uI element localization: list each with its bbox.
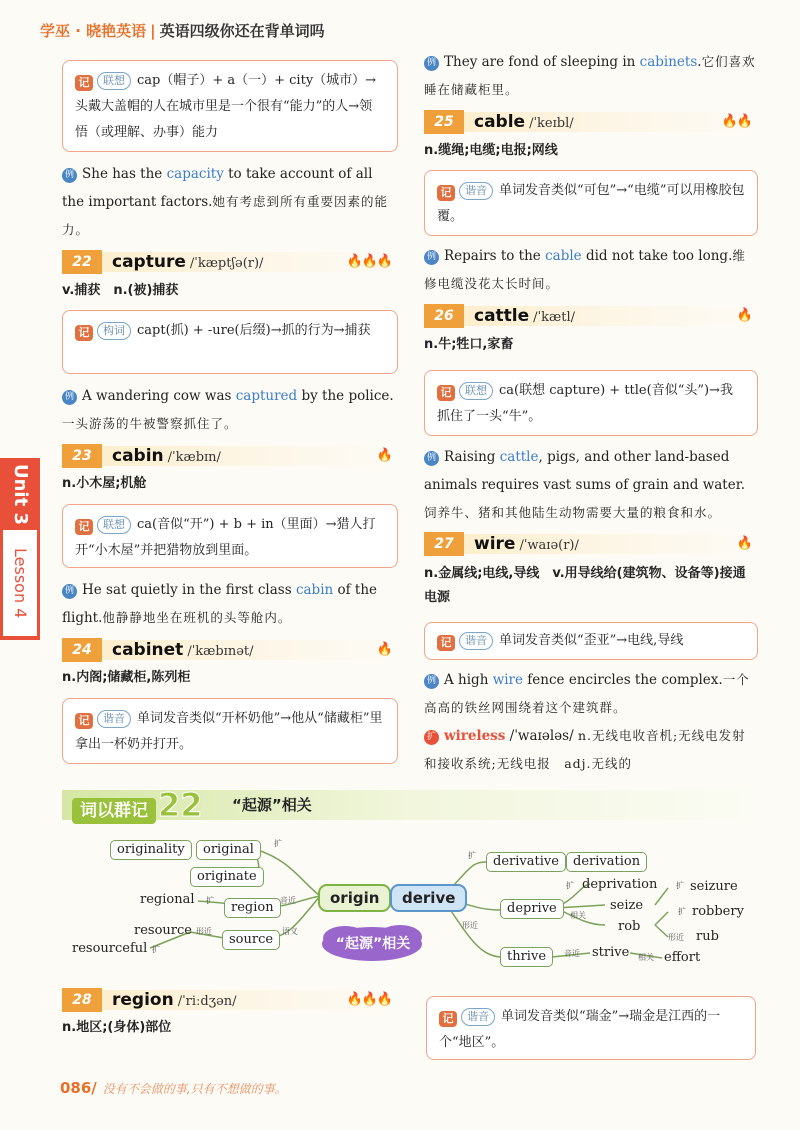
label-extension: 扩: [152, 945, 160, 954]
memory-icon: 记: [75, 325, 93, 341]
mindmap-center-label: “起源”相关: [335, 936, 411, 952]
headword: cabin: [112, 446, 164, 466]
node-derivative: derivative: [486, 852, 566, 872]
frequency-flame-icon: 🔥🔥🔥: [346, 992, 392, 1007]
headword: region: [112, 990, 174, 1010]
frequency-flame-icon: 🔥: [736, 536, 752, 551]
label-extension: 扩: [566, 881, 574, 890]
headword: cabinet: [112, 640, 184, 660]
label-extension: 扩: [206, 896, 214, 905]
example-translation: 她有考虑到所有重要因素的能力。: [62, 194, 388, 237]
word-number: 22: [62, 250, 102, 274]
memory-text: cap（帽子）+ a（一）+ city（城市）→ 头戴大盖帽的人在城市里是一个很有“能力”的人→领悟（或理解、办事）能力: [75, 73, 377, 140]
node-resource: resource: [134, 923, 192, 938]
node-rub: rub: [696, 929, 719, 944]
word-heading-cable: 25 cable /ˈkeɪbl/ 🔥🔥: [424, 110, 758, 134]
cabinet-example: 例 They are fond of sleeping in cabinets.它们喜欢睡在储藏柜里。: [424, 54, 756, 97]
headword: wire: [474, 534, 516, 554]
wire-memory-box: 记 谐音 单词发音类似“歪亚”→电线,导线: [424, 622, 758, 660]
cabin-memory-box: 记 联想 ca(音似“开”) + b + in（里面）→猎人打开“小木屋”并把猎物放到里面。: [62, 504, 398, 568]
node-originate: originate: [190, 867, 264, 887]
node-deprive: deprive: [500, 899, 564, 919]
memory-icon: 记: [75, 519, 93, 535]
example-icon: 例: [424, 56, 439, 71]
cabinet-memory-box: 记 谐音 单词发音类似“开杯奶他”→他从“储藏柜”里拿出一杯奶并打开。: [62, 698, 398, 764]
headword: cattle: [474, 306, 530, 326]
node-thrive: thrive: [500, 947, 553, 967]
memory-icon: 记: [75, 713, 93, 729]
definition-capture: v.捕获 n.(被)捕获: [62, 283, 179, 298]
definition-wire: n.金属线;电线,导线 v.用导线给(建筑物、设备等)接通电源: [424, 566, 746, 605]
example-icon: 例: [62, 584, 77, 599]
node-derivation: derivation: [566, 852, 647, 872]
label-semantic: 语义: [282, 927, 298, 936]
memory-icon: 记: [437, 635, 455, 651]
label-extension: 扩: [678, 907, 686, 916]
node-rob: rob: [618, 919, 641, 934]
capacity-example: 例 She has the capacity to take account of all the important factors.她有考虑到所有重要因素的能力。: [62, 166, 388, 237]
cattle-example: 例 Raising cattle, pigs, and other land-based animals requires vast sums of grain and water.饲养牛、猪和其他陆生动物需要大量的粮食和水。: [424, 449, 745, 520]
word-heading-wire: 27 wire /ˈwaɪə(r)/ 🔥: [424, 532, 758, 556]
cattle-memory-box: 记 联想 ca(联想 capture) + ttle(音似“头”)→我抓住了一头“牛”。: [424, 370, 758, 436]
memory-icon: 记: [437, 185, 455, 201]
mindmap-badge: 词以群记 22: [72, 786, 203, 830]
node-originality: originality: [110, 840, 192, 860]
definition-cattle: n.牛;牲口,家畜: [424, 337, 514, 352]
keyword: capacity: [166, 166, 224, 182]
root-origin: origin: [318, 884, 391, 912]
page-footer: [60, 1078, 287, 1097]
label-extension: 扩: [468, 851, 476, 860]
example-icon: 例: [62, 168, 77, 183]
word-heading-cattle: 26 cattle /ˈkætl/ 🔥: [424, 304, 758, 328]
memory-icon: 记: [439, 1011, 457, 1027]
memory-icon: 记: [437, 385, 455, 401]
region-memory-box: 记 谐音 单词发音类似“瑞金”→瑞金是江西的一个“地区”。: [426, 996, 756, 1060]
label-related: 相关: [638, 953, 654, 962]
node-region: region: [224, 898, 281, 918]
cable-memory-box: 记 谐音 单词发音类似“可包”→“电缆”可以用橡胶包覆。: [424, 170, 758, 236]
extension-icon: 扩: [424, 730, 439, 745]
example-icon: 例: [424, 250, 439, 265]
phonetic: /ˈkæptʃə(r)/: [189, 256, 264, 271]
definition-cabinet: n.内阁;储藏柜,陈列柜: [62, 670, 191, 685]
headword: capture: [112, 252, 186, 272]
header-separator: |: [150, 22, 156, 40]
unit-label: Unit 3: [0, 458, 40, 530]
label-form-similar: 形近: [668, 933, 684, 942]
label-form-similar: 形近: [196, 927, 212, 936]
frequency-flame-icon: 🔥🔥🔥: [346, 254, 392, 269]
label-extension: 扩: [676, 881, 684, 890]
word-heading-region: 28 region /ˈriːdʒən/ 🔥🔥🔥: [62, 988, 398, 1012]
capture-example: 例 A wandering cow was captured by the police.一头游荡的牛被警察抓住了。: [62, 388, 394, 431]
frequency-flame-icon: 🔥: [736, 308, 752, 323]
series-title: 学巫 · 晓艳英语: [40, 22, 147, 40]
example-icon: 例: [424, 674, 439, 689]
node-effort: effort: [664, 950, 701, 965]
wire-example: 例 A high wire fence encircles the complex.一个高高的铁丝网围绕着这个建筑群。: [424, 672, 750, 715]
node-resourceful: resourceful: [72, 941, 148, 956]
frequency-flame-icon: 🔥: [376, 448, 392, 463]
node-seize: seize: [610, 898, 644, 913]
example-icon: 例: [424, 451, 439, 466]
label-sound-similar: 音近: [280, 896, 296, 905]
footer-quote: 没有不会做的事,只有不想做的事。: [102, 1082, 287, 1096]
node-source: source: [222, 930, 280, 950]
mindmap-topic: “起源”相关: [232, 796, 312, 814]
frequency-flame-icon: 🔥: [376, 642, 392, 657]
label-form-similar: 形近: [462, 921, 478, 930]
label-sound-similar: 音近: [564, 949, 580, 958]
memory-icon: 记: [75, 75, 93, 91]
definition-cable: n.缆绳;电缆;电报;网线: [424, 143, 558, 158]
label-extension: 扩: [274, 839, 282, 848]
word-heading-cabinet: 24 cabinet /ˈkæbɪnət/ 🔥: [62, 638, 398, 662]
word-heading-cabin: 23 cabin /ˈkæbɪn/ 🔥: [62, 444, 398, 468]
root-derive: derive: [390, 884, 467, 912]
frequency-flame-icon: 🔥🔥: [721, 114, 752, 129]
node-seizure: seizure: [690, 879, 738, 894]
capture-memory-box: 记 构词 capt(抓) + -ure(后缀)→抓的行为→捕获: [62, 310, 398, 374]
node-deprivation: deprivation: [582, 877, 658, 892]
label-related: 相关: [570, 911, 586, 920]
example-icon: 例: [62, 390, 77, 405]
definition-region: n.地区;(身体)部位: [62, 1020, 172, 1035]
node-original: original: [196, 840, 261, 860]
wire-extension: 扩 wireless /ˈwaɪələs/ n.无线电收音机;无线电发射和接收系统;无线电报 adj.无线的: [424, 728, 746, 771]
node-strive: strive: [592, 945, 630, 960]
page-number: 086/: [60, 1079, 97, 1097]
cabin-example: 例 He sat quietly in the first class cabin of the flight.他静静地坐在班机的头等舱内。: [62, 582, 378, 626]
cable-example: 例 Repairs to the cable did not take too long.维修电缆没花太长时间。: [424, 248, 746, 291]
headword: cable: [474, 112, 526, 132]
node-robbery: robbery: [692, 904, 744, 919]
mindmap-number: 22: [158, 786, 203, 824]
memory-tag: 联想: [97, 72, 131, 90]
node-regional: regional: [140, 892, 195, 907]
book-title: 英语四级你还在背单词吗: [159, 22, 325, 40]
lesson-label: Lesson 4: [3, 530, 37, 636]
definition-cabin: n.小木屋;机舱: [62, 476, 147, 491]
